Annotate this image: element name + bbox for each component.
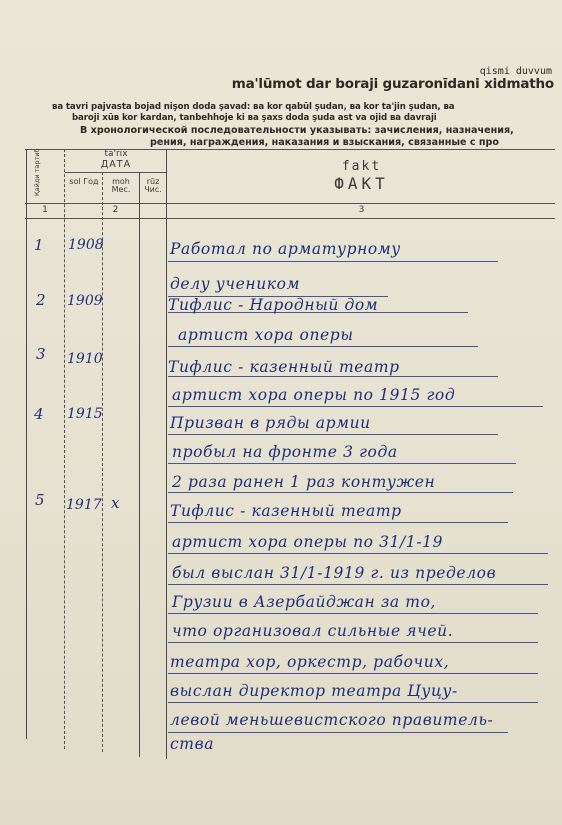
col-index-2: 2 — [112, 205, 119, 215]
fact-line: артист хора оперы — [178, 326, 354, 344]
col-index-3: 3 — [358, 205, 365, 215]
fact-line: Тифлис - Народный дом — [168, 296, 379, 314]
ruled-line — [168, 376, 498, 377]
fact-line: ства — [170, 735, 215, 753]
fact-line: 2 раза ранен 1 раз контужен — [172, 473, 436, 491]
fact-line: что организовал сильные ячей. — [172, 622, 454, 640]
ruled-line — [168, 522, 508, 523]
row-year: 1910 — [67, 351, 103, 367]
col-date-label-tj: ta'rix — [104, 149, 128, 159]
col-fact-label-ru: ФАКТ — [334, 174, 389, 193]
date-subheader-rule — [65, 172, 167, 173]
fact-line: артист хора оперы по 31/1-19 — [172, 533, 444, 551]
row-number: 4 — [34, 405, 44, 423]
fact-line: был выслан 31/1-1919 г. из пределов — [172, 564, 497, 582]
instruction-russian-line-1: В хронологической последовательности указывать: зачисления, назначения, — [80, 125, 514, 136]
ruled-line — [168, 434, 498, 435]
column-line-month — [139, 172, 140, 757]
header-bottom-rule — [25, 203, 555, 204]
col-month-label: moh Мес. — [111, 177, 131, 195]
page-title: ma'lūmot dar boraji guzaronīdani xidmatho — [231, 76, 554, 92]
row-year: 1908 — [68, 237, 104, 253]
ruled-line — [168, 732, 508, 733]
column-line-year — [102, 172, 103, 752]
fact-line: театра хор, оркестр, рабочих, — [170, 653, 450, 671]
column-line-number — [64, 149, 65, 749]
col-year-label: sol Год — [69, 177, 99, 186]
ruled-line — [168, 553, 548, 554]
ruled-line — [168, 613, 538, 614]
ruled-line — [168, 673, 538, 674]
col-fact-label-tj: fakt — [341, 159, 382, 174]
col-index-1: 1 — [42, 205, 48, 215]
fact-line: Тифлис - казенный театр — [170, 502, 402, 520]
row-number: 2 — [36, 291, 46, 309]
row-year: 1909 — [67, 293, 103, 309]
section-label: qismi duvvum — [479, 66, 552, 77]
ruled-line — [168, 406, 543, 407]
row-year: 1917 — [66, 497, 102, 513]
fact-line: артист хора оперы по 1915 год — [172, 386, 456, 404]
ruled-line — [168, 261, 498, 262]
ruled-line — [168, 492, 513, 493]
row-number: 5 — [35, 491, 45, 509]
instruction-tajik-line-1: ва tavri pajvasta bojad nişon doda şavad: ва kor qabūl şudan, ва kor ta'jin şudan, ва — [52, 102, 455, 112]
instruction-tajik-line-2: baroji xūв kor kardan, tanbehhoje ki ва şaxs doda şuda ast va ojid ва davraji — [72, 113, 437, 123]
fact-line: Работал по арматурному — [170, 240, 401, 258]
row-year: 1915 — [67, 406, 103, 422]
fact-line: Призван в ряды армии — [170, 414, 371, 432]
ruled-line — [168, 463, 516, 464]
ruled-line — [168, 642, 538, 643]
ruled-line — [168, 702, 538, 703]
column-line-left — [26, 149, 27, 739]
fact-line: Тифлис - казенный театр — [168, 358, 400, 376]
ruled-line — [168, 346, 478, 347]
fact-line: Грузии в Азербайджан за то, — [172, 593, 437, 611]
column-line-fact — [166, 149, 167, 759]
instruction-russian-line-2: рения, награждения, наказания и взыскания, связанные с про — [150, 137, 500, 148]
fact-line: делу учеником — [170, 275, 301, 293]
row-mark: х — [111, 494, 120, 512]
col-number-label: Қайди тартиб — [33, 148, 41, 196]
index-row-rule — [25, 218, 555, 219]
row-number: 3 — [36, 345, 46, 363]
ruled-line — [168, 584, 548, 585]
fact-line: пробыл на фронте 3 года — [172, 443, 398, 461]
col-day-label: rūz Чис. — [144, 177, 162, 195]
fact-line: левой меньшевистского правитель- — [170, 711, 494, 729]
col-date-label-ru: ДАТА — [100, 159, 132, 170]
row-number: 1 — [34, 236, 44, 254]
fact-line: выслан директор театра Цуцу- — [170, 682, 458, 700]
